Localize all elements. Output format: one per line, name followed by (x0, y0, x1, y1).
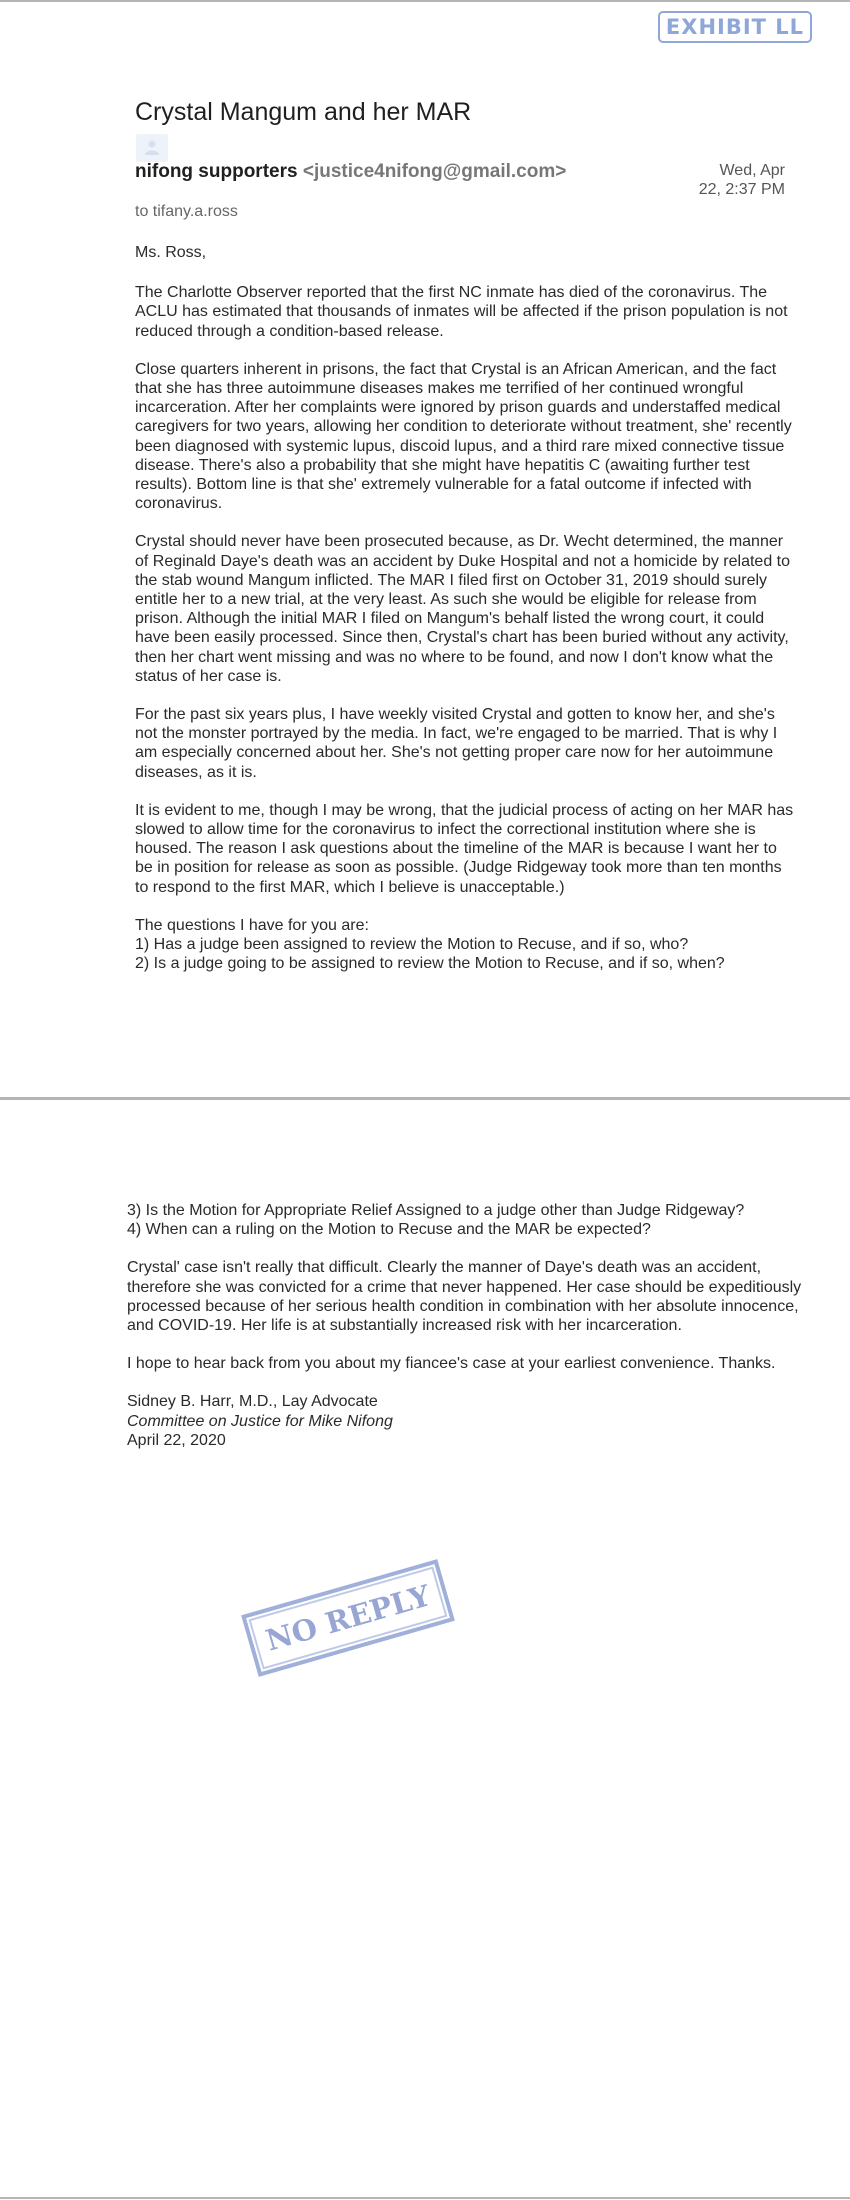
sender-name: nifong supporters (135, 161, 298, 182)
body-paragraph: Crystal' case isn't really that difficult. Clearly the manner of Daye's death was an accident, therefore she was convicted for a crime that never happened. Her case should be expeditiously processed because of her serious health condition in combination with her absolute innocence, and COVID-19. Her life is at substantially increased risk with her incarceration. (127, 1259, 802, 1335)
questions-list-continued (127, 1201, 807, 1239)
body-paragraph: Crystal should never have been prosecuted because, as Dr. Wecht determined, the manner of Reginald Daye's death was an accident by Duke Hospital and not a homicide by related to the stab wound Mangum inflicted. The MAR I filed first on October 31, 2019 should surely entitle her to a new trial, at the very least. As such she would be eligible for release from prison. Although the initial MAR I filed on Mangum's behalf listed the wrong court, it could have been easily processed. Since then, Crystal's chart has been buried without any activity, then her chart went missing and was no where to be found, and now I don't know what the status of her case is. (135, 533, 790, 685)
sender-avatar (136, 134, 168, 162)
question-item: 3) Is the Motion for Appropriate Relief Assigned to a judge other than Judge Ridgeway? (127, 1202, 745, 1219)
page-top-border (0, 0, 850, 2)
email-date-line1: Wed, Apr (719, 162, 785, 179)
question-item: 4) When can a ruling on the Motion to Recuse and the MAR be expected? (127, 1221, 651, 1239)
signature-name: Sidney B. Harr, M.D., Lay Advocate (127, 1393, 378, 1411)
body-paragraph: The Charlotte Observer reported that the first NC inmate has died of the coronavirus. The ACLU has estimated that thousands of inmates will be affected if the prison population is not reduced through a condition-based release. (135, 284, 788, 340)
body-paragraph: Close quarters inherent in prisons, the fact that Crystal is an African American, and the fact that she has three autoimmune diseases makes me terrified of her continued wrongful incarceration. After her complaints were ignored by prison guards and understaffed medical caregivers for two years, allowing her condition to deteriorate without treatment, she' recently been diagnosed with systemic lupus, discoid lupus, and a third rare mixed connective tissue disease. There's also a probability that she might have hepatitis C (awaiting further test results). Bottom line is that she' extremely vulnerable for a fatal outcome if infected with coronavirus. (135, 360, 792, 513)
signature-date: April 22, 2020 (127, 1431, 226, 1449)
page-break-divider (0, 1097, 850, 1100)
body-paragraph: For the past six years plus, I have weekly visited Crystal and gotten to know her, and she's not the monster portrayed by the media. In fact, we're engaged to be married. That is why I am especially concerned about her. She's not getting proper care now for her autoimmune diseases, as it is. (135, 706, 778, 781)
body-paragraph: I hope to hear back from you about my fiancee's case at your earliest convenience. Thanks. (127, 1355, 776, 1373)
questions-intro: The questions I have for you are: (135, 916, 369, 934)
email-sender (135, 161, 566, 183)
no-reply-stamp: NO REPLY (241, 1559, 455, 1677)
exhibit-stamp: EXHIBIT LL (658, 11, 812, 43)
email-body-page1 (135, 243, 795, 974)
email-body-page2 (127, 1201, 807, 1450)
question-item: 2) Is a judge going to be assigned to review the Motion to Recuse, and if so, when? (135, 955, 725, 973)
email-subject: Crystal Mangum and her MAR (135, 98, 472, 126)
avatar-person-icon (144, 138, 160, 156)
email-recipient: to tifany.a.ross (135, 203, 238, 220)
email-date (655, 161, 785, 199)
question-item: 1) Has a judge been assigned to review the Motion to Recuse, and if so, who? (135, 936, 689, 954)
sender-email: <justice4nifong@gmail.com> (302, 161, 567, 182)
email-greeting: Ms. Ross, (135, 244, 207, 261)
email-date-line2: 22, 2:37 PM (698, 181, 785, 198)
page-bottom-border (0, 2197, 850, 2199)
body-paragraph: It is evident to me, though I may be wrong, that the judicial process of acting on her MAR has slowed to allow time for the coronavirus to infect the correctional institution where she is housed. The reason I ask questions about the timeline of the MAR is because I want her to be in position for release as soon as possible. (Judge Ridgeway took more than ten months to respond to the first MAR, which I believe is unacceptable.) (135, 801, 794, 896)
signature-committee: Committee on Justice for Mike Nifong (127, 1412, 393, 1430)
signature-block (127, 1392, 807, 1450)
